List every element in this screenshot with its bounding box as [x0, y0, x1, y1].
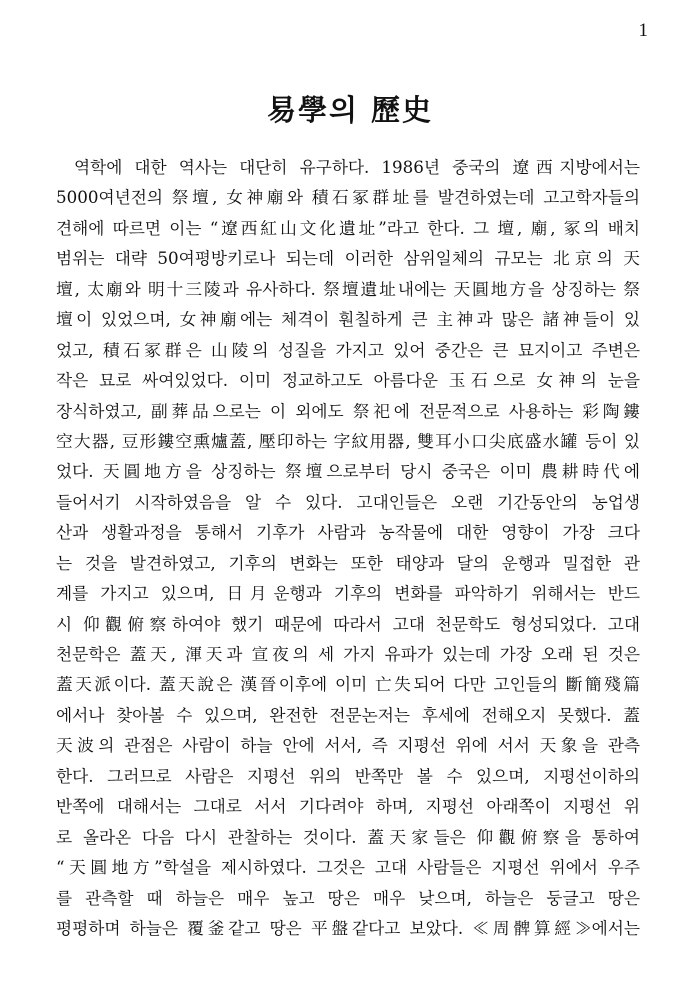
text-line: 시 仰觀俯察하여야 했기 때문에 따라서 고대 천문학도 형성되었다. 고대: [56, 613, 640, 634]
text-line: 었다. 天圓地方을 상징하는 祭壇으로부터 당시 중국은 이미 農耕時代에: [56, 461, 640, 482]
text-line: 작은 묘로 싸여있었다. 이미 정교하고도 아름다운 玉石으로 女神의 눈을: [56, 370, 640, 391]
text-line: 5000여년전의 祭壇, 女神廟와 積石冢群址를 발견하였는데 고고학자들의: [56, 187, 640, 208]
text-line: 들어서기 시작하였음을 알 수 있다. 고대인들은 오랜 기간동안의 농업생: [56, 491, 640, 512]
text-line: 범위는 대략 50여평방키로나 되는데 이러한 삼위일체의 규모는 北京의 天: [56, 248, 640, 269]
text-line: 한다. 그러므로 사람은 지평선 위의 반쪽만 볼 수 있으며, 지평선이하의: [56, 765, 640, 786]
text-line: 를 관측할 때 하늘은 매우 높고 땅은 매우 낮으며, 하늘은 둥글고 땅은: [56, 887, 640, 908]
text-line: 에서나 찾아볼 수 있으며, 완전한 전문논저는 후세에 전해오지 못했다. 蓋: [56, 704, 640, 725]
text-line: 空大器, 豆形鏤空熏爐蓋, 壓印하는 字紋用器, 雙耳小口尖底盛水罐 등이 있: [56, 430, 640, 451]
text-line: 산과 생활과정을 통해서 기후가 사람과 농작물에 대한 영향이 가장 크다: [56, 522, 640, 543]
text-line: 었고, 積石冢群은 山陵의 성질을 가지고 있어 중간은 큰 묘지이고 주변은: [56, 339, 640, 360]
page-number: 1: [638, 20, 648, 41]
text-line: “天圓地方”학설을 제시하였다. 그것은 고대 사람들은 지평선 위에서 우주: [56, 857, 640, 878]
text-line: 견해에 따르면 이는 “遼西紅山文化遺址”라고 한다. 그 壇, 廟, 冢의 배치: [56, 217, 640, 238]
text-line: 천문학은 蓋天, 渾天과 宣夜의 세 가지 유파가 있는데 가장 오래 된 것은: [56, 644, 640, 664]
text-line: 壇, 太廟와 明十三陵과 유사하다. 祭壇遺址내에는 天圓地方을 상징하는 祭: [56, 278, 640, 299]
text-line: 壇이 있었으며, 女神廟에는 체격이 훤칠하게 큰 主神과 많은 諸神들이 있: [56, 309, 640, 330]
text-line: 반쪽에 대해서는 그대로 서서 기다려야 하며, 지평선 아래쪽이 지평선 위: [56, 796, 640, 817]
page-title: 易學의 歷史: [266, 93, 434, 127]
text-line: 蓋天派이다. 蓋天說은 漢晉이후에 이미 亡失되어 다만 고인들의 斷簡殘篇: [56, 674, 640, 695]
text-line: 계를 가지고 있으며, 日月운행과 기후의 변화를 파악하기 위해서는 반드: [56, 583, 640, 604]
text-line: 평평하며 하늘은 覆釜같고 땅은 平盤같다고 보았다. ≪周髀算經≫에서는: [56, 917, 640, 938]
body-text: [56, 152, 640, 943]
text-line: 장식하였고, 副葬品으로는 이 외에도 祭祀에 전문적으로 사용하는 彩陶鏤: [56, 400, 640, 421]
text-line: 역학에 대한 역사는 대단히 유구하다. 1986년 중국의 遼西지방에서는: [74, 157, 640, 177]
text-line: 天波의 관점은 사람이 하늘 안에 서서, 즉 지평선 위에 서서 天象을 관측: [56, 735, 640, 756]
text-line: 로 올라온 다음 다시 관찰하는 것이다. 蓋天家들은 仰觀俯察을 통하여: [56, 826, 640, 847]
text-line: 는 것을 발견하였고, 기후의 변화는 또한 태양과 달의 운행과 밀접한 관: [56, 552, 640, 573]
